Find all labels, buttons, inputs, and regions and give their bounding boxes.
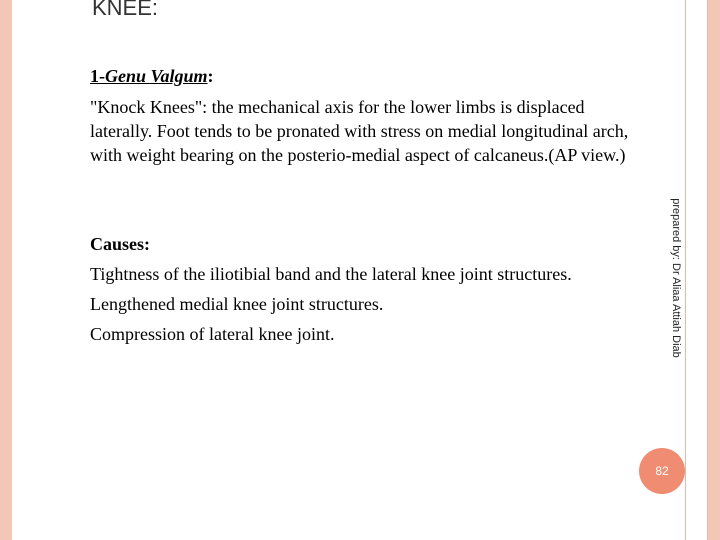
definition-paragraph: "Knock Knees": the mechanical axis for the lower limbs is displaced laterally. Foot tends to be pronated with stress on medial longitudinal arch, with weight bearing on the posterio-medial aspect of calcaneus.(AP view.)	[90, 97, 629, 165]
subheading-number: 1-	[90, 66, 105, 86]
causes-heading: Causes:	[90, 234, 151, 254]
section-subheading	[90, 66, 214, 87]
subheading-colon: :	[207, 66, 214, 86]
cause-item: Tightness of the iliotibial band and the lateral knee joint structures.	[90, 264, 572, 284]
vertical-rule-line-outer	[707, 0, 708, 540]
page-number-badge	[639, 448, 685, 494]
page-number: 82	[655, 464, 669, 478]
vertical-rule-line	[685, 0, 686, 540]
right-decorative-border	[708, 0, 720, 540]
cause-item: Compression of lateral knee joint.	[90, 324, 335, 344]
causes-section	[90, 229, 650, 349]
cause-item: Lengthened medial knee joint structures.	[90, 294, 384, 314]
slide-title: KNEE:	[92, 0, 159, 20]
author-credit: prepared by: Dr Aliaa Attiah Diab	[670, 198, 682, 358]
subheading-term: Genu Valgum	[105, 66, 208, 86]
left-decorative-border	[0, 0, 12, 540]
